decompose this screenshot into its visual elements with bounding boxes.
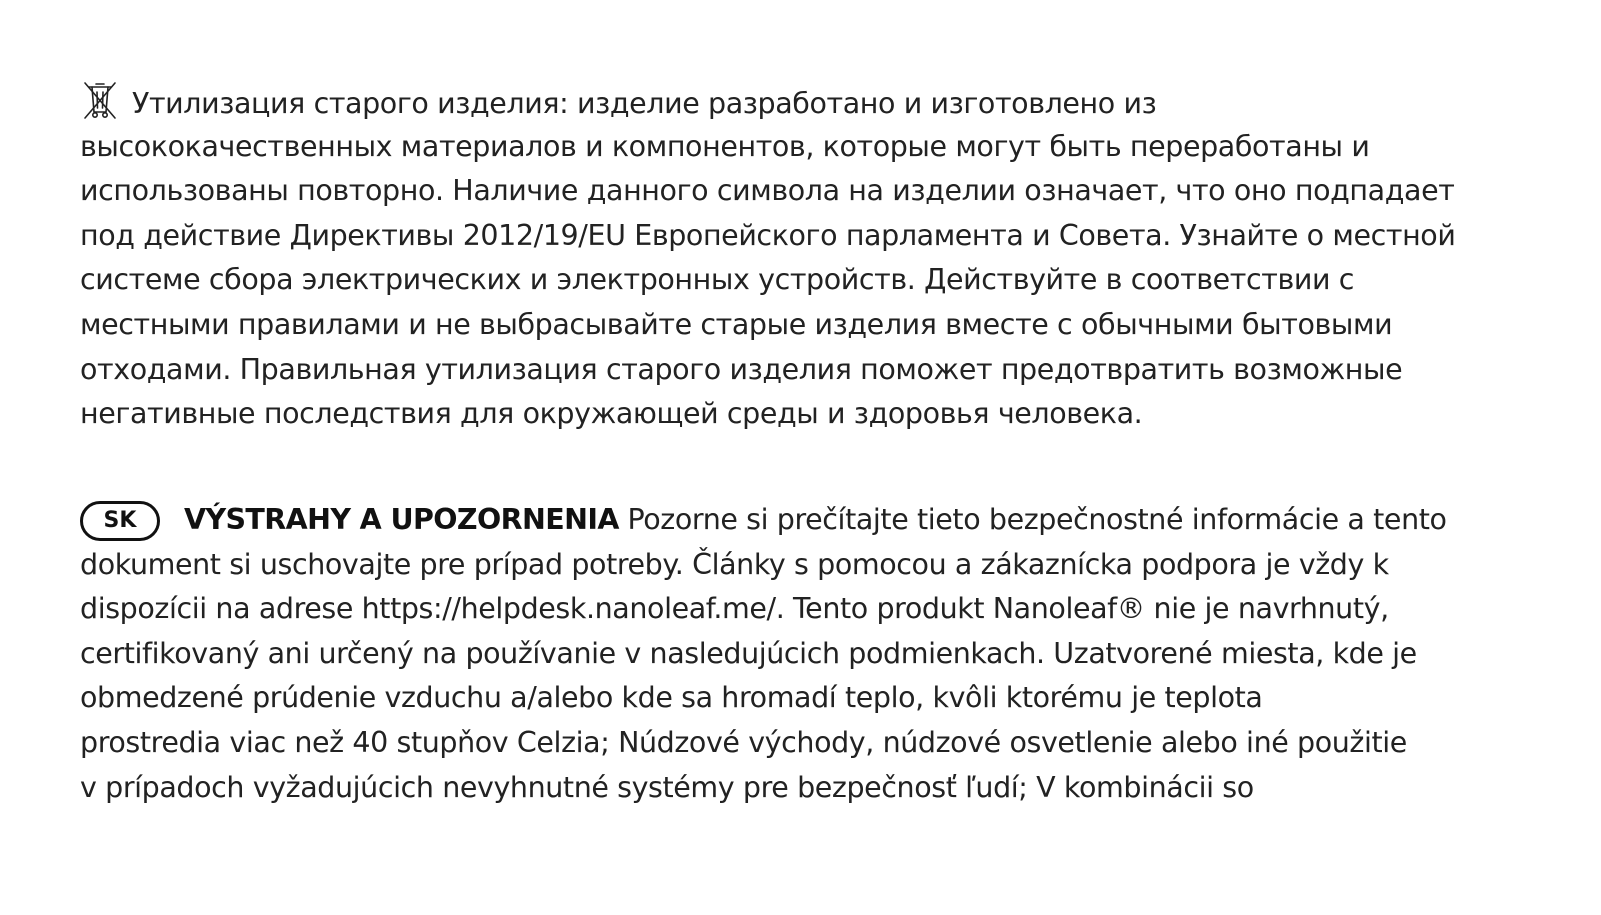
ru-line-5: системе сбора электрических и электронных устройств. Действуйте в соответствии с [80,263,1355,297]
language-badge-sk: SK [80,501,160,541]
crossed-out-wheelie-bin-icon [80,80,120,120]
sk-line-5: obmedzené prúdenie vzduchu a/alebo kde sa hromadí teplo, kvôli ktorému je teplota [80,681,1263,715]
text-line [80,498,1560,543]
sk-line-4: certifikovaný ani určený na používanie v nasledujúcich podmienkach. Uzatvorené miesta, kde je [80,636,1417,670]
sk-line-7: v prípadoch vyžadujúcich nevyhnutné systémy pre bezpečnosť ľudí; V kombinácii so [80,770,1254,804]
ru-line-6: местными правилами и не выбрасывайте старые изделия вместе с обычными бытовыми [80,307,1393,341]
ru-line-1: Утилизация старого изделия: изделие разработано и изготовлено из [132,87,1157,120]
text-line [80,80,1560,125]
ru-line-7: отходами. Правильная утилизация старого изделия поможет предотвратить возможные [80,352,1403,386]
warnings-section-sk [80,498,1560,810]
section-heading: VÝSTRAHY A UPOZORNENIA [184,503,619,536]
disposal-section-ru [80,80,1560,437]
ru-line-2: высококачественных материалов и компонентов, которые могут быть переработаны и [80,129,1370,163]
ru-line-8: негативные последствия для окружающей среды и здоровья человека. [80,397,1143,431]
ru-line-3: использованы повторно. Наличие данного символа на изделии означает, что оно подпадает [80,174,1455,208]
sk-line-3: dispozícii na adrese https://helpdesk.nanoleaf.me/. Tento produkt Nanoleaf® nie je navrhnutý, [80,592,1389,626]
sk-line-2: dokument si uschovajte pre prípad potreby. Články s pomocou a zákaznícka podpora je vždy k [80,547,1389,581]
ru-line-4: под действие Директивы 2012/19/EU Европейского парламента и Совета. Узнайте о местной [80,218,1456,252]
sk-line-1: Pozorne si prečítajte tieto bezpečnostné informácie a tento [627,503,1447,536]
sk-line-6: prostredia viac než 40 stupňov Celzia; Núdzové východy, núdzové osvetlenie alebo iné použitie [80,725,1407,759]
